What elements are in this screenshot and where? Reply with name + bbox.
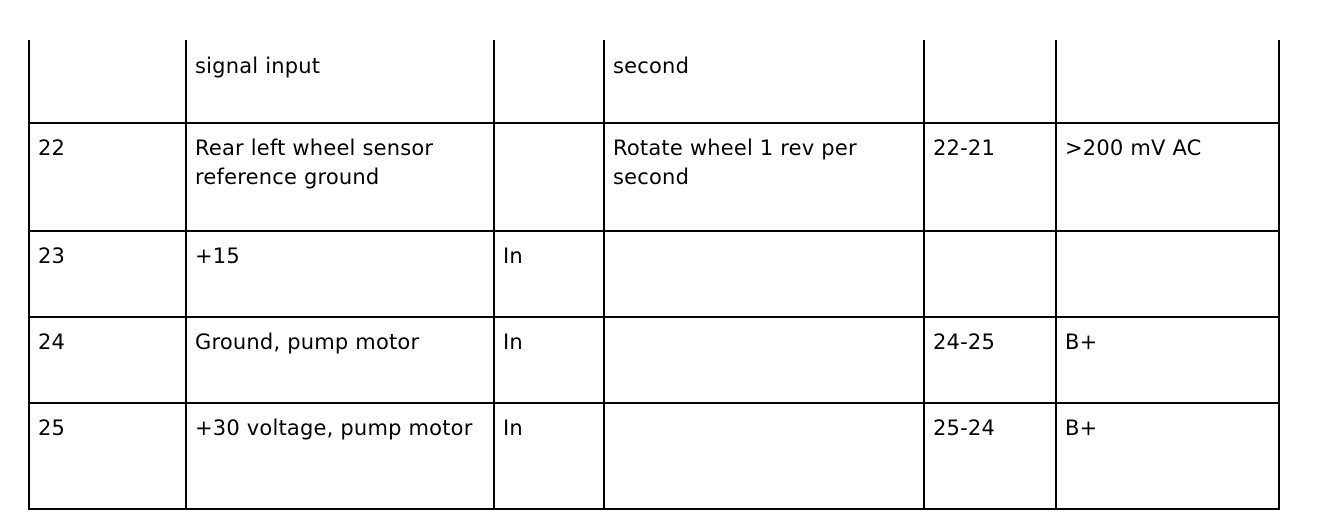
- expected-value-cell: >200 mV AC: [1056, 123, 1279, 231]
- description-cell: +30 voltage, pump motor: [186, 403, 494, 509]
- direction-cell: In: [494, 403, 604, 509]
- expected-value-cell: [1056, 231, 1279, 317]
- pins-cell: 22-21: [924, 123, 1056, 231]
- expected-value-cell: [1056, 40, 1279, 123]
- pins-cell: [924, 231, 1056, 317]
- pin-number-cell: 24: [29, 317, 186, 403]
- description-cell: Rear left wheel sensor reference ground: [186, 123, 494, 231]
- table-row: [29, 403, 1279, 509]
- pin-number-cell: 25: [29, 403, 186, 509]
- description-cell: Ground, pump motor: [186, 317, 494, 403]
- test-condition-cell: second: [604, 40, 924, 123]
- pin-table: [28, 40, 1280, 510]
- direction-cell: In: [494, 317, 604, 403]
- pin-number-cell: 23: [29, 231, 186, 317]
- description-cell: +15: [186, 231, 494, 317]
- expected-value-cell: B+: [1056, 317, 1279, 403]
- test-condition-cell: Rotate wheel 1 rev per second: [604, 123, 924, 231]
- pin-number-cell: 22: [29, 123, 186, 231]
- description-cell: signal input: [186, 40, 494, 123]
- test-condition-cell: [604, 231, 924, 317]
- pin-number-cell: [29, 40, 186, 123]
- expected-value-cell: B+: [1056, 403, 1279, 509]
- direction-cell: [494, 123, 604, 231]
- direction-cell: [494, 40, 604, 123]
- table-row: [29, 317, 1279, 403]
- pins-cell: 24-25: [924, 317, 1056, 403]
- table-row: [29, 123, 1279, 231]
- table-row: [29, 231, 1279, 317]
- pins-cell: 25-24: [924, 403, 1056, 509]
- pins-cell: [924, 40, 1056, 123]
- test-condition-cell: [604, 317, 924, 403]
- test-condition-cell: [604, 403, 924, 509]
- direction-cell: In: [494, 231, 604, 317]
- table-row: [29, 40, 1279, 123]
